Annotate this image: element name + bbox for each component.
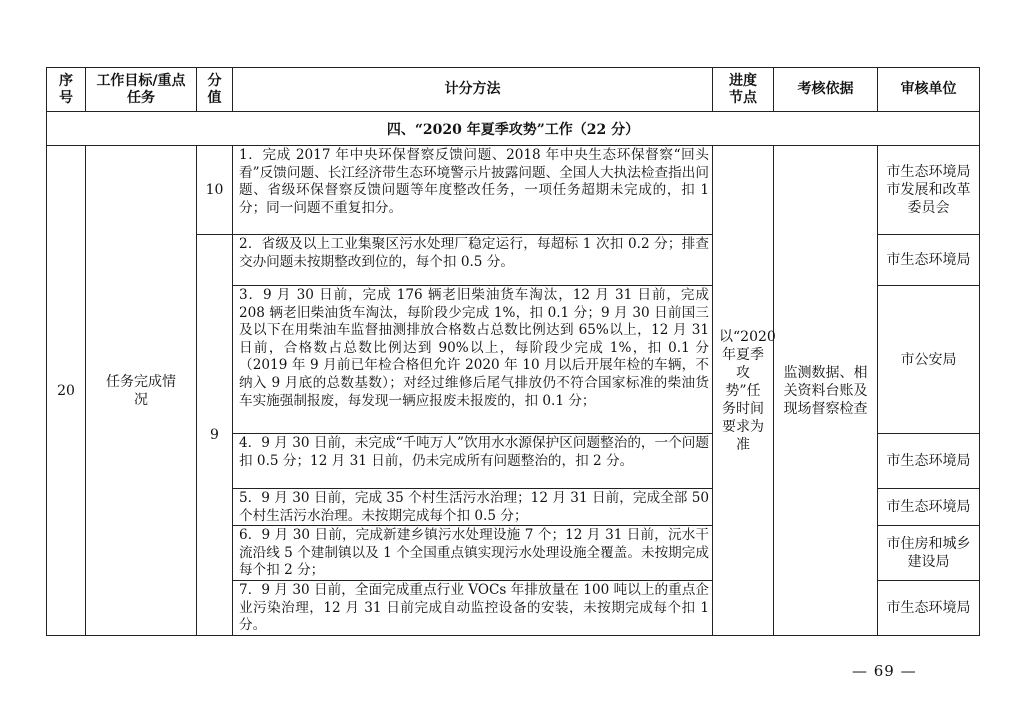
- unit-cell: 市生态环境局: [878, 235, 980, 286]
- section-title: 四、“2020 年夏季攻势”工作（22 分）: [47, 112, 980, 146]
- row-seq: 20: [47, 146, 86, 636]
- unit-cell: 市生态环境局 市发展和改革委员会: [878, 146, 980, 235]
- header-progress: 进度节点: [713, 68, 774, 112]
- method-item: 3．9 月 30 日前，完成 176 辆老旧柴油货车淘汰，12 月 31 日前，完成 208 辆老旧柴油货车淘汰，每阶段少完成 1%，扣 0.1 分；9 月 30 日前国三及以下在用柴油车监督抽测排放合格数占总数比例达到 65%以上，12 月 31 日前，合格数占总数比例达到 90%以上，每阶段少完成 1%，扣 0.1 分（2019 年 9 月前已年检合格但允许 2020 年 10 月以后开展年检的车辆，不纳入 9 月底的总数基数）；对经过维修后尾气排放仍不符合国家标准的柴油货车实施强制报废，每发现一辆应报废未报废的，扣 0.1 分；: [233, 286, 713, 434]
- method-item: 2．省级及以上工业集聚区污水处理厂稳定运行，每超标 1 次扣 0.2 分；排查交办问题未按期整改到位的，每个扣 0.5 分。: [233, 235, 713, 286]
- unit-cell: 市生态环境局: [878, 581, 980, 636]
- method-item: 6．9 月 30 日前，完成新建乡镇污水处理设施 7 个；12 月 31 日前，沅水干流沿线 5 个建制镇以及 1 个全国重点镇实现污水处理设施全覆盖。未按期完成每个扣 2 分；: [233, 526, 713, 581]
- header-unit: 审核单位: [878, 68, 980, 112]
- unit-cell: 市公安局: [878, 286, 980, 434]
- header-method: 计分方法: [233, 68, 713, 112]
- page-number: — 69 —: [852, 662, 917, 680]
- method-item: 5．9 月 30 日前，完成 35 个村生活污水治理；12 月 31 日前，完成全部 50 个村生活污水治理。未按期完成每个扣 0.5 分；: [233, 489, 713, 526]
- header-row: [47, 68, 980, 112]
- header-basis: 考核依据: [774, 68, 878, 112]
- score-cell: 9: [197, 235, 233, 636]
- table-row: [47, 146, 980, 235]
- header-goal: 工作目标/重点任务: [86, 68, 197, 112]
- section-row: [47, 112, 980, 146]
- assessment-table: [46, 67, 980, 636]
- row-goal: 任务完成情况: [86, 146, 197, 636]
- row-progress: 以“2020 年夏季攻势”任务时间要求为准: [713, 146, 774, 636]
- unit-cell: 市生态环境局: [878, 434, 980, 489]
- method-item: 4．9 月 30 日前，未完成“千吨万人”饮用水水源保护区问题整治的，一个问题扣 0.5 分；12 月 31 日前，仍未完成所有问题整治的，扣 2 分。: [233, 434, 713, 489]
- row-basis: 监测数据、相关资料台账及现场督察检查: [774, 146, 878, 636]
- header-score: 分值: [197, 68, 233, 112]
- method-item: 7．9 月 30 日前，全面完成重点行业 VOCs 年排放量在 100 吨以上的重点企业污染治理，12 月 31 日前完成自动监控设备的安装，未按期完成每个扣 1 分。: [233, 581, 713, 636]
- unit-cell: 市生态环境局: [878, 489, 980, 526]
- score-cell: 10: [197, 146, 233, 235]
- method-item: 1．完成 2017 年中央环保督察反馈问题、2018 年中央生态环保督察“回头看”反馈问题、长江经济带生态环境警示片披露问题、全国人大执法检查指出问题、省级环保督察反馈问题等年度整改任务，一项任务超期未完成的，扣 1 分；同一问题不重复扣分。: [233, 146, 713, 235]
- unit-cell: 市住房和城乡建设局: [878, 526, 980, 581]
- header-seq: 序号: [47, 68, 86, 112]
